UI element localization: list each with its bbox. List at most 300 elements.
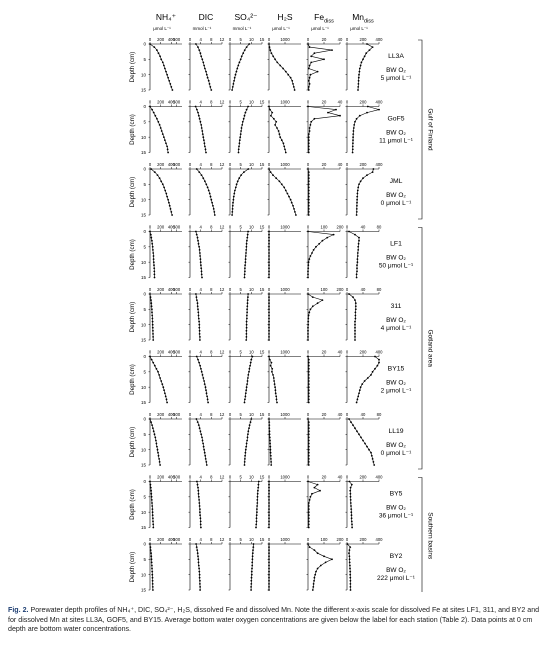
profile-line — [308, 44, 332, 90]
data-point — [268, 524, 270, 526]
x-tick-label: 15 — [259, 287, 265, 292]
data-point — [307, 418, 309, 420]
data-point — [268, 312, 270, 314]
x-tick-label: 200 — [359, 474, 367, 480]
data-point — [359, 68, 361, 70]
depth-tick-label: 15 — [140, 275, 146, 281]
x-tick-label: 4 — [199, 99, 202, 105]
data-point — [308, 133, 310, 135]
x-tick-label: 200 — [157, 474, 165, 480]
data-point — [361, 62, 363, 64]
x-tick-label: 0 — [148, 412, 152, 417]
data-point — [308, 502, 310, 504]
data-point — [255, 527, 257, 529]
data-point — [197, 112, 199, 114]
profile-line — [197, 169, 215, 215]
data-point — [235, 187, 237, 189]
x-tick-label: 200 — [336, 287, 344, 292]
data-point — [268, 231, 270, 233]
data-point — [308, 208, 310, 210]
data-point — [197, 302, 199, 304]
bottom-water-o2-label: BW O₂ — [386, 254, 406, 262]
data-point — [349, 558, 351, 560]
data-point — [356, 199, 358, 201]
x-tick-label: 8 — [210, 349, 213, 355]
data-point — [150, 299, 152, 301]
x-tick-label: 400 — [167, 162, 175, 167]
data-point — [352, 146, 354, 148]
data-point — [150, 237, 152, 239]
data-point — [198, 315, 200, 317]
x-tick-label: 1000 — [280, 474, 290, 480]
x-tick-label: 0 — [148, 99, 152, 105]
data-point — [309, 127, 311, 129]
data-point — [247, 374, 249, 376]
data-point — [246, 333, 248, 335]
x-tick-label: 500 — [173, 99, 181, 105]
data-point — [162, 183, 164, 185]
data-point — [201, 271, 203, 273]
data-point — [269, 437, 271, 439]
data-point — [353, 130, 355, 132]
data-point — [371, 455, 373, 457]
data-point — [268, 571, 270, 573]
data-point — [311, 252, 313, 254]
data-point — [359, 115, 361, 117]
column-header-so42: SO₄²⁻ — [234, 12, 258, 22]
x-tick-label: 0 — [188, 412, 192, 417]
data-point — [268, 583, 270, 585]
x-tick-label: 20 — [321, 412, 327, 417]
data-point — [151, 305, 153, 307]
data-point — [197, 359, 199, 361]
x-tick-label: 8 — [210, 537, 213, 542]
data-point — [202, 136, 204, 138]
data-point — [246, 440, 248, 442]
depth-tick-label: 15 — [140, 212, 146, 218]
data-point — [247, 377, 249, 379]
x-tick-label: 0 — [148, 474, 152, 480]
x-tick-label: 5 — [239, 99, 242, 105]
data-point — [246, 305, 248, 307]
group-bracket — [418, 40, 422, 219]
data-point — [152, 252, 154, 254]
x-tick-label: 0 — [345, 287, 349, 292]
data-point — [256, 499, 258, 501]
data-point — [308, 430, 310, 432]
data-point — [251, 574, 253, 576]
data-point — [350, 589, 352, 591]
data-point — [151, 496, 153, 498]
x-tick-label: 15 — [259, 537, 265, 542]
data-point — [268, 318, 270, 320]
data-point — [245, 452, 247, 454]
data-point — [152, 586, 154, 588]
x-tick-label: 400 — [375, 162, 383, 167]
data-point — [356, 277, 358, 279]
x-tick-label: 400 — [167, 99, 175, 105]
data-point — [208, 190, 210, 192]
x-tick-label: 0 — [228, 99, 232, 105]
data-point — [275, 177, 277, 179]
column-header-fediss: $Fe_{diss}$ — [314, 12, 334, 25]
x-tick-label: 0 — [188, 287, 192, 292]
x-tick-label: 40 — [337, 349, 343, 355]
data-point — [205, 458, 207, 460]
data-point — [199, 580, 201, 582]
data-point — [308, 368, 310, 370]
data-point — [315, 246, 317, 248]
data-point — [197, 240, 199, 242]
depth-tick-label: 10 — [140, 509, 146, 515]
data-point — [350, 502, 352, 504]
bottom-water-o2-label: BW O₂ — [386, 67, 406, 74]
x-tick-label: 5 — [239, 37, 242, 42]
data-point — [310, 55, 312, 57]
data-point — [170, 208, 172, 210]
profile-line — [150, 44, 172, 90]
x-tick-label: 12 — [219, 349, 225, 355]
data-point — [308, 171, 310, 173]
data-point — [279, 133, 281, 135]
data-point — [307, 231, 309, 233]
data-point — [308, 315, 310, 317]
data-point — [378, 359, 380, 361]
data-point — [205, 149, 207, 151]
x-tick-label: 0 — [345, 99, 349, 105]
data-point — [357, 89, 359, 91]
data-point — [199, 365, 201, 367]
data-point — [158, 52, 160, 54]
data-point — [206, 392, 208, 394]
bottom-water-o2-value: 0 μmol L⁻¹ — [380, 450, 412, 457]
data-point — [246, 327, 248, 329]
data-point — [152, 514, 154, 516]
data-point — [308, 202, 310, 204]
data-point — [270, 365, 272, 367]
data-point — [268, 327, 270, 329]
x-tick-label: 0 — [188, 37, 192, 42]
data-point — [268, 552, 270, 554]
data-point — [308, 505, 310, 507]
data-point — [295, 214, 297, 216]
data-point — [245, 255, 247, 257]
data-point — [268, 586, 270, 588]
data-point — [308, 399, 310, 401]
data-point — [284, 149, 286, 151]
data-point — [246, 321, 248, 323]
x-tick-label: 8 — [210, 99, 213, 105]
data-point — [358, 240, 360, 242]
data-point — [197, 46, 199, 48]
x-tick-label: 0 — [267, 412, 271, 417]
data-point — [268, 356, 270, 358]
data-point — [283, 142, 285, 144]
x-tick-label: 0 — [267, 224, 271, 230]
data-point — [200, 527, 202, 529]
x-tick-label: 12 — [219, 37, 225, 42]
data-point — [350, 505, 352, 507]
data-point — [195, 106, 197, 108]
data-point — [373, 461, 375, 463]
data-point — [308, 389, 310, 391]
x-tick-label: 400 — [167, 537, 175, 542]
data-point — [204, 142, 206, 144]
data-point — [165, 396, 167, 398]
data-point — [268, 487, 270, 489]
data-point — [246, 240, 248, 242]
data-point — [205, 183, 207, 185]
x-tick-label: 0 — [306, 537, 310, 542]
data-point — [293, 208, 295, 210]
profile-line — [308, 294, 322, 340]
station-label: JML — [389, 178, 403, 185]
data-point — [309, 130, 311, 132]
data-point — [352, 133, 354, 135]
data-point — [200, 524, 202, 526]
data-point — [207, 77, 209, 79]
data-point — [350, 583, 352, 585]
data-point — [207, 399, 209, 401]
data-point — [201, 174, 203, 176]
x-tick-label: 10 — [248, 37, 254, 42]
data-point — [308, 89, 310, 91]
profile-line — [357, 169, 374, 215]
data-point — [152, 527, 154, 529]
x-tick-label: 4 — [199, 287, 202, 292]
data-point — [154, 115, 156, 117]
data-point — [198, 115, 200, 117]
data-point — [307, 274, 309, 276]
caption-text: Porewater depth profiles of NH₄⁺, DIC, SO₄²⁻, H₂S, dissolved Fe and dissolved Mn. Note the different x-axis scale for dissolved Fe at sites LF1, 311, and BY2 and for dissolved Mn at sites LL3A, GOF5, and BY15. Average bottom water oxygen concentrations are given below the label for each station (Table 2). Data points at 0 cm depth are bottom water concentrations. — [8, 606, 540, 634]
x-tick-label: 0 — [228, 412, 232, 417]
data-point — [268, 527, 270, 529]
x-tick-label: 5 — [239, 474, 242, 480]
x-tick-label: 1000 — [280, 224, 290, 230]
station-label: BY15 — [387, 365, 405, 373]
data-point — [197, 487, 199, 489]
depth-tick-label: 15 — [140, 150, 146, 156]
data-point — [213, 211, 215, 213]
depth-tick-label: 0 — [143, 291, 146, 297]
data-point — [370, 452, 372, 454]
data-point — [256, 508, 258, 510]
bottom-water-o2-label: BW O₂ — [386, 504, 406, 512]
data-point — [356, 211, 358, 213]
data-point — [268, 234, 270, 236]
data-point — [350, 580, 352, 582]
data-point — [248, 427, 250, 429]
data-point — [195, 293, 197, 295]
data-point — [199, 333, 201, 335]
data-point — [373, 168, 375, 170]
x-tick-label: 400 — [167, 37, 175, 42]
data-point — [268, 555, 270, 557]
data-point — [195, 231, 197, 233]
x-tick-label: 400 — [167, 349, 175, 355]
x-tick-label: 200 — [336, 224, 344, 230]
data-point — [308, 183, 310, 185]
data-point — [199, 514, 201, 516]
x-tick-label: 200 — [157, 349, 165, 355]
data-point — [151, 424, 153, 426]
data-point — [196, 168, 198, 170]
data-point — [358, 433, 360, 435]
data-point — [348, 293, 350, 295]
data-point — [354, 121, 356, 123]
data-point — [197, 552, 199, 554]
data-point — [199, 505, 201, 507]
bottom-water-o2-label: BW O₂ — [386, 192, 406, 199]
data-point — [196, 109, 198, 111]
data-point — [357, 193, 359, 195]
data-point — [156, 446, 158, 448]
data-point — [373, 464, 375, 466]
data-point — [270, 449, 272, 451]
data-point — [160, 380, 162, 382]
data-point — [268, 255, 270, 257]
data-point — [367, 106, 369, 108]
column-unit-label: μmol L⁻¹ — [350, 26, 368, 31]
data-point — [252, 356, 254, 358]
data-point — [308, 365, 310, 367]
data-point — [290, 199, 292, 201]
x-tick-label: 400 — [167, 412, 175, 417]
data-point — [358, 80, 360, 82]
data-point — [198, 499, 200, 501]
data-point — [164, 68, 166, 70]
data-point — [234, 77, 236, 79]
data-point — [203, 446, 205, 448]
data-point — [233, 80, 235, 82]
x-tick-label: 0 — [306, 349, 310, 355]
figure-caption — [8, 606, 546, 635]
data-point — [256, 517, 258, 519]
x-tick-label: 200 — [157, 37, 165, 42]
data-point — [356, 402, 358, 404]
data-point — [309, 499, 311, 501]
data-point — [356, 267, 358, 269]
data-point — [244, 464, 246, 466]
data-point — [268, 565, 270, 567]
data-point — [351, 517, 353, 519]
x-tick-label: 10 — [248, 474, 254, 480]
data-point — [308, 374, 310, 376]
data-point — [153, 255, 155, 257]
data-point — [354, 333, 356, 335]
depth-tick-label: 5 — [143, 244, 146, 250]
data-point — [308, 440, 310, 442]
data-point — [149, 106, 151, 108]
data-point — [309, 546, 311, 548]
data-point — [211, 202, 213, 204]
data-point — [359, 389, 361, 391]
profile-line — [196, 44, 211, 90]
profile-line — [196, 419, 206, 465]
data-point — [313, 249, 315, 251]
data-point — [268, 299, 270, 301]
data-point — [310, 74, 312, 76]
data-point — [169, 83, 171, 85]
data-point — [249, 368, 251, 370]
x-tick-label: 40 — [337, 99, 343, 105]
data-point — [308, 446, 310, 448]
data-point — [308, 386, 310, 388]
data-point — [199, 589, 201, 591]
data-point — [153, 271, 155, 273]
data-point — [279, 180, 281, 182]
data-point — [246, 386, 248, 388]
data-point — [308, 396, 310, 398]
depth-tick-label: 15 — [140, 87, 146, 93]
data-point — [290, 77, 292, 79]
x-tick-label: 400 — [375, 37, 383, 42]
bottom-water-o2-value: 5 μmol L⁻¹ — [380, 75, 412, 82]
data-point — [308, 464, 310, 466]
data-point — [357, 187, 359, 189]
data-point — [152, 362, 154, 364]
data-point — [308, 146, 310, 148]
data-point — [244, 458, 246, 460]
profile-line — [245, 419, 252, 465]
data-point — [268, 333, 270, 335]
data-point — [278, 130, 280, 132]
data-point — [355, 315, 357, 317]
data-point — [307, 324, 309, 326]
data-point — [197, 484, 199, 486]
data-point — [205, 386, 207, 388]
data-point — [285, 190, 287, 192]
data-point — [357, 249, 359, 251]
data-point — [198, 571, 200, 573]
station-label: BY5 — [389, 490, 403, 498]
data-point — [204, 180, 206, 182]
data-point — [252, 558, 254, 560]
data-point — [244, 455, 246, 457]
x-tick-label: 0 — [267, 287, 271, 292]
data-point — [314, 574, 316, 576]
data-point — [308, 136, 310, 138]
data-point — [169, 205, 171, 207]
data-point — [153, 267, 155, 269]
data-point — [153, 112, 155, 114]
data-point — [351, 527, 353, 529]
data-point — [152, 580, 154, 582]
data-point — [202, 374, 204, 376]
data-point — [199, 339, 201, 341]
data-point — [203, 449, 205, 451]
x-tick-label: 10 — [248, 412, 254, 417]
data-point — [158, 458, 160, 460]
data-point — [205, 152, 207, 154]
data-point — [308, 514, 310, 516]
x-tick-label: 4 — [199, 37, 202, 42]
data-point — [369, 49, 371, 51]
data-point — [279, 136, 281, 138]
data-point — [358, 183, 360, 185]
data-point — [310, 308, 312, 310]
depth-tick-label: 0 — [143, 416, 146, 422]
data-point — [362, 440, 364, 442]
x-tick-label: 500 — [173, 349, 181, 355]
x-tick-label: 400 — [167, 287, 175, 292]
depth-tick-label: 5 — [143, 557, 146, 563]
x-tick-label: 400 — [375, 349, 383, 355]
data-point — [308, 377, 310, 379]
data-point — [237, 180, 239, 182]
data-point — [240, 133, 242, 135]
data-point — [159, 461, 161, 463]
